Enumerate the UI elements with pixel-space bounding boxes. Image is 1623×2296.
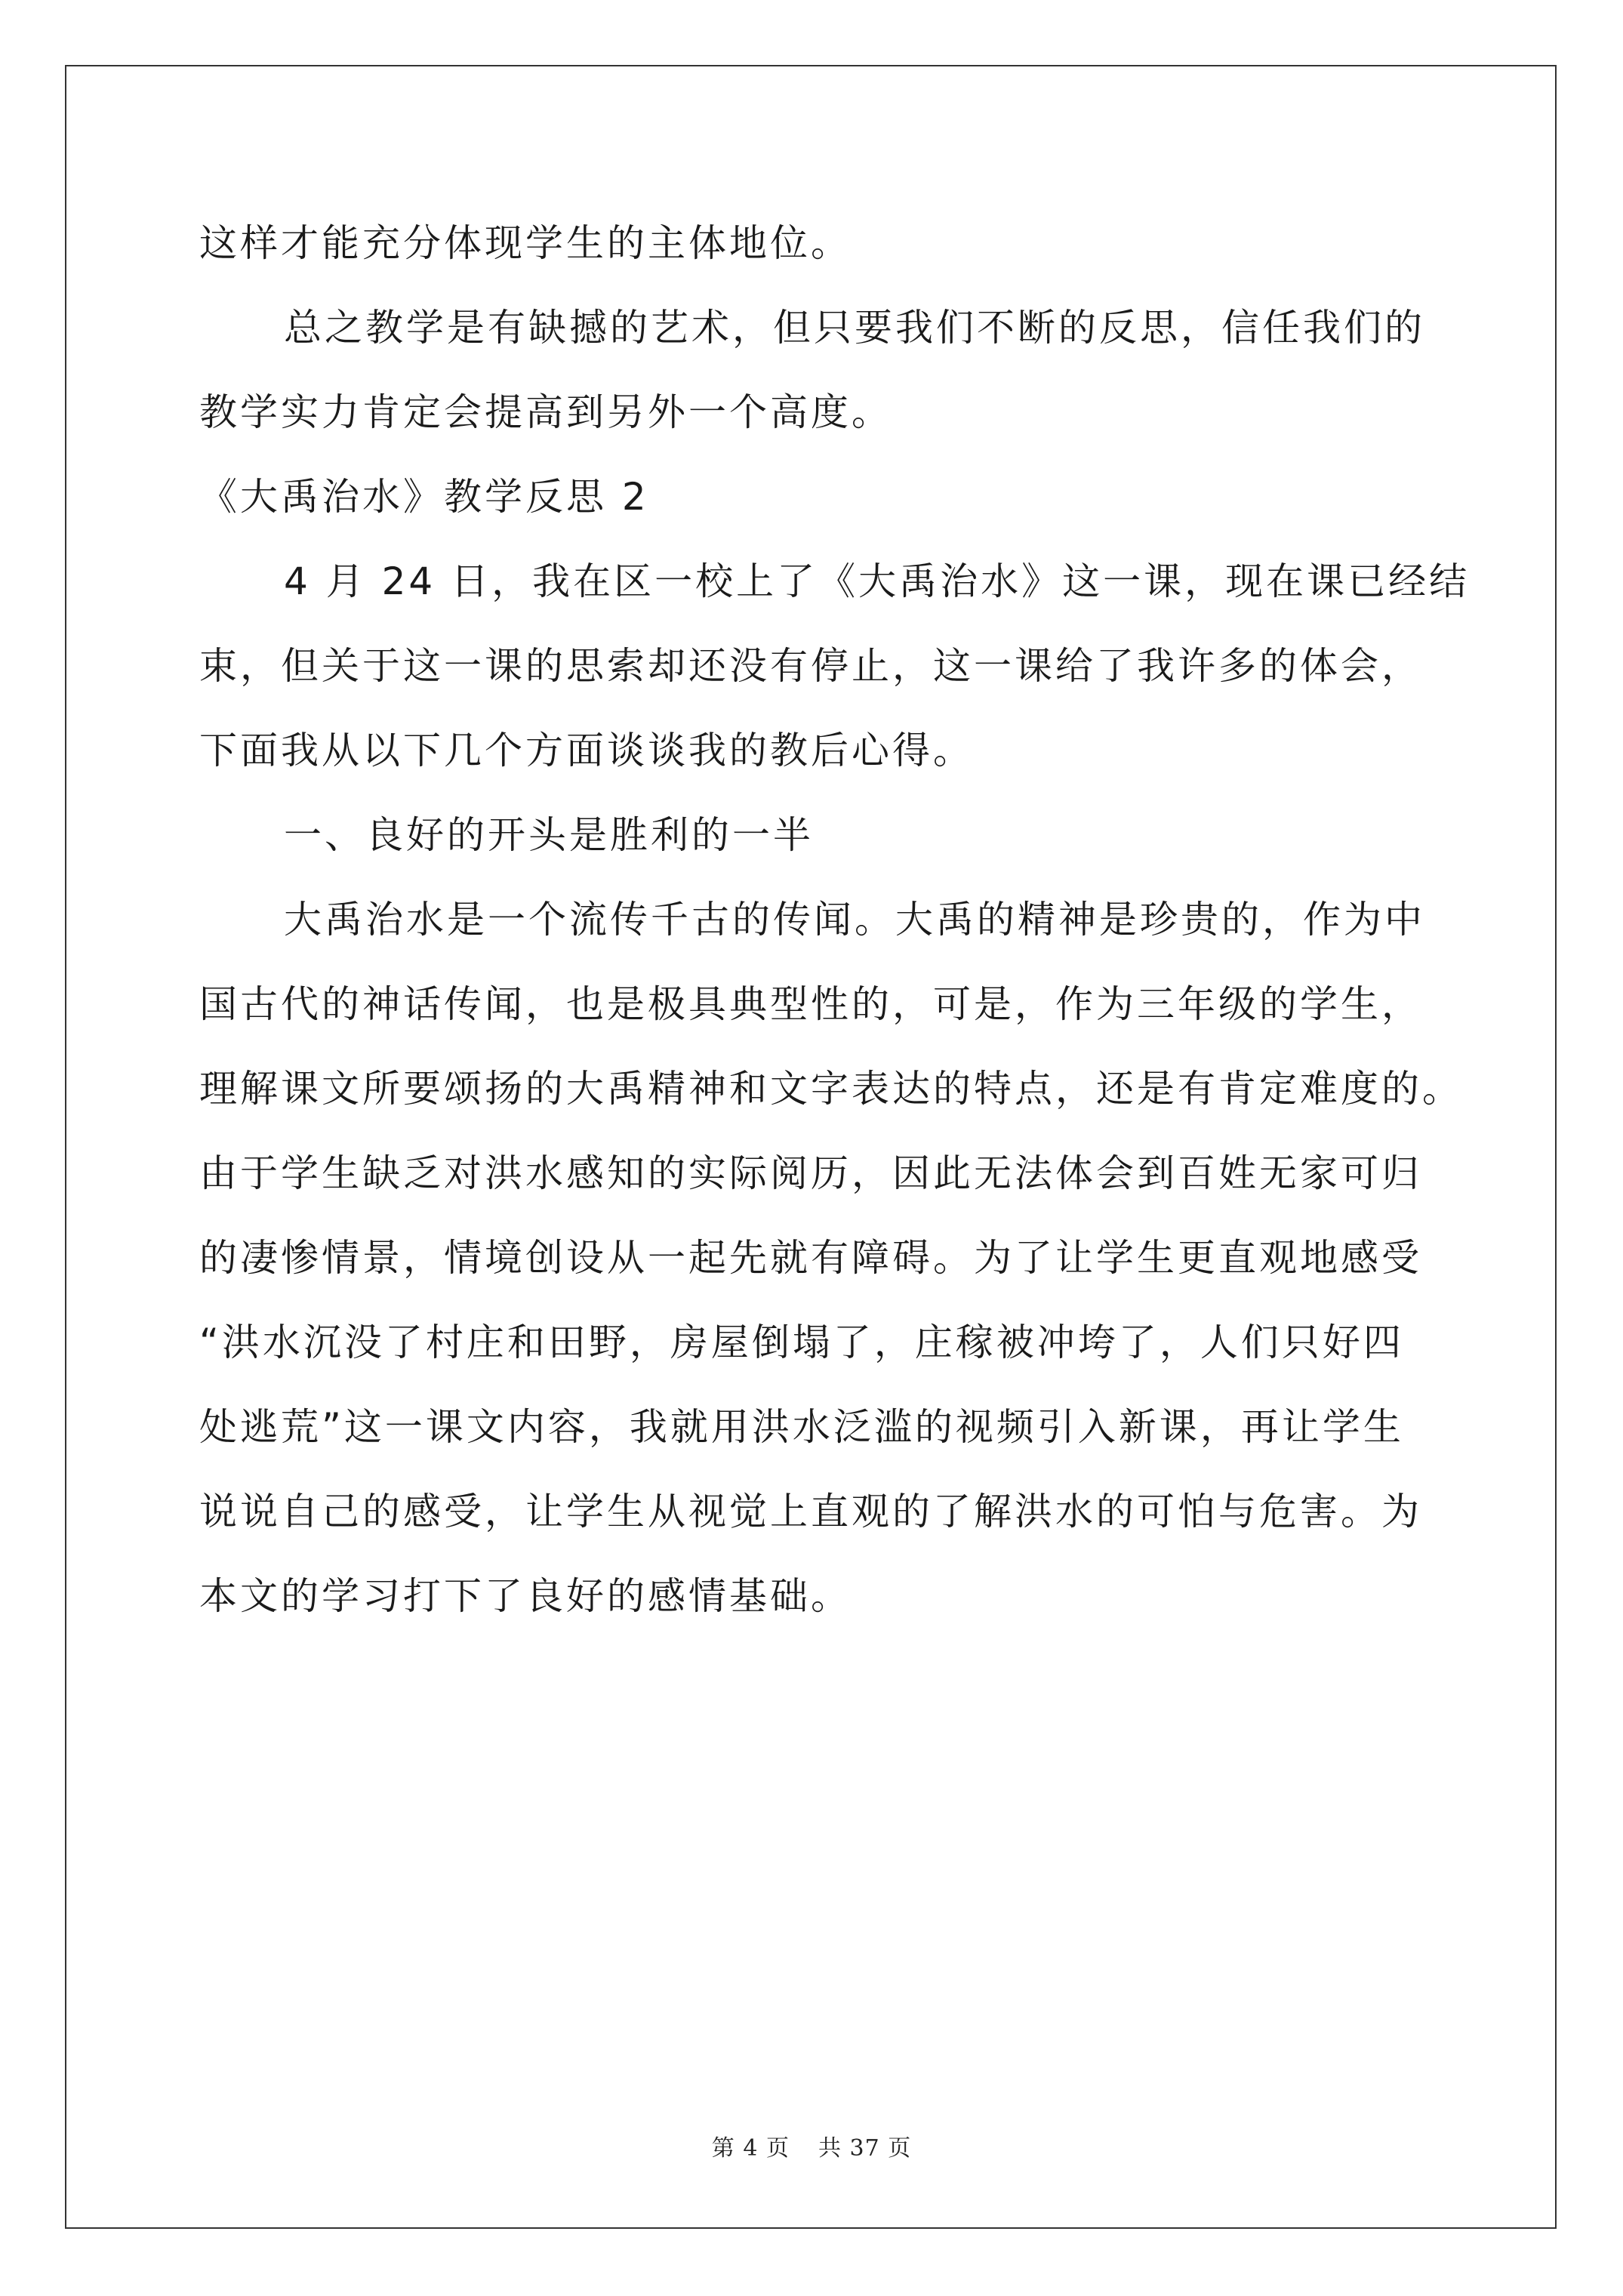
text-line: 理解课文所要颂扬的大禹精神和文字表达的特点，还是有肯定难度的。 bbox=[199, 1067, 1463, 1111]
text-line: 由于学生缺乏对洪水感知的实际阅历，因此无法体会到百姓无家可归 bbox=[199, 1151, 1422, 1195]
text-line: 束，但关于这一课的思索却还没有停止，这一课给了我许多的体会， bbox=[199, 644, 1422, 688]
page-footer bbox=[0, 2129, 1623, 2162]
page-number-current: 第 4 页 bbox=[711, 2135, 790, 2162]
text-line: 大禹治水是一个流传千古的传闻。大禹的精神是珍贵的，作为中 bbox=[284, 898, 1425, 942]
text-line: 教学实力肯定会提高到另外一个高度。 bbox=[199, 390, 892, 434]
text-line: 这样才能充分体现学生的主体地位。 bbox=[199, 221, 852, 265]
text-line: 的凄惨情景，情境创设从一起先就有障碍。为了让学生更直观地感受 bbox=[199, 1236, 1422, 1280]
text-line: 说说自己的感受，让学生从视觉上直观的了解洪水的可怕与危害。为 bbox=[199, 1490, 1422, 1533]
text-line: 总之教学是有缺撼的艺术，但只要我们不断的反思，信任我们的 bbox=[284, 306, 1425, 350]
text-line: 4 月 24 日，我在区一校上了《大禹治水》这一课，现在课已经结 bbox=[284, 559, 1471, 603]
page-number-total: 共 37 页 bbox=[818, 2135, 912, 2162]
document-body bbox=[199, 201, 1483, 1638]
text-line: “洪水沉没了村庄和田野，房屋倒塌了，庄稼被冲垮了，人们只好四 bbox=[199, 1321, 1404, 1364]
section-heading: 《大禹治水》教学反思 2 bbox=[199, 475, 649, 519]
subheading: 一、良好的开头是胜利的一半 bbox=[284, 813, 814, 857]
text-line: 国古代的神话传闻，也是极具典型性的，可是，作为三年级的学生， bbox=[199, 982, 1422, 1026]
text-line: 处逃荒”这一课文内容，我就用洪水泛滥的视频引入新课，再让学生 bbox=[199, 1405, 1404, 1449]
text-line: 下面我从以下几个方面谈谈我的教后心得。 bbox=[199, 729, 974, 772]
text-line: 本文的学习打下了良好的感情基础。 bbox=[199, 1574, 852, 1618]
